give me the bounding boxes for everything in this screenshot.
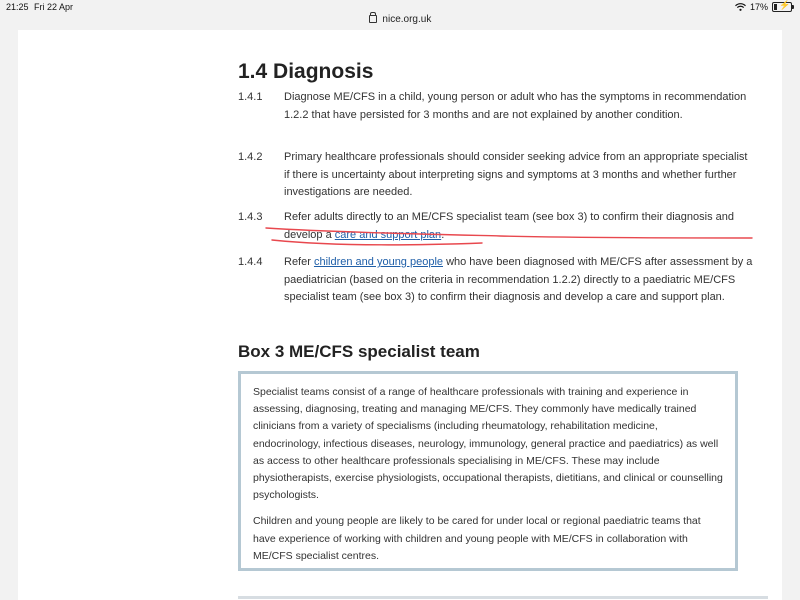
rec-text-4-lead: Refer [284,256,314,268]
rec-text-1: Diagnose ME/CFS in a child, young person or adult who has the symptoms in recommendation 1.2.2 that have persisted for 3 months and are not explained by another condition. [284,91,747,121]
box-paragraph-2: Children and young people are likely to be cared for under local or regional paediatric teams that have experience of working with children and young people with ME/CFS in collaboration with ME/CFS specialist centres. [253,515,701,562]
battery-percent: 17% [749,2,768,12]
rec-text-3-tail: . [441,228,445,241]
section-title: 1.4 Diagnosis [238,60,374,83]
rec-number-4: 1.4.4 [238,256,263,268]
box-title: Box 3 ME/CFS specialist team [238,342,480,361]
children-and-young-people-link[interactable]: children and young people [313,256,444,268]
rec-text-4-tail: who have been diagnosed with ME/CFS after assessment by a paediatrician (based on the criteria in recommendation 1.2.2) directly to a paediatric ME/CFS specialist team (see box 3) to confirm their diagnosis and develop a care and support plan. [284,256,753,303]
charging-bolt-icon: ⚡ [779,0,791,10]
rec-number-2: 1.4.2 [238,151,263,163]
status-time: 21:25 [6,2,29,12]
box-paragraph-1: Specialist teams consist of a range of healthcare professionals with training and experience in assessing, diagnosing, treating and managing ME/CFS. They commonly have medically trained clinicians from a variety of specialisms (including rheumatology, rehabilitation medicine, endocrinology, infectious diseases, neurology, immunology, general practice and paediatrics) as well as access to other healthcare professionals specialising in ME/CFS. These may include physiotherapists, exercise physiologists, occupational therapists, dietitians, and clinical or counselling psychologists. [253,386,723,502]
rec-number-1: 1.4.1 [238,91,263,103]
care-and-support-plan-link[interactable]: care and support plan [334,228,442,241]
rec-text-2: Primary healthcare professionals should consider seeking advice from an appropriate specialist if there is uncertainty about interpreting signs and symptoms at 3 months and whether further investigations are needed. [284,151,748,198]
status-date: Fri 22 Apr [34,2,74,12]
rec-text-3-lead: Refer adults directly to an ME/CFS specialist team (see box 3) to confirm their diagnosis and develop a [284,211,734,241]
rec-number-3: 1.4.3 [238,211,263,223]
url-domain[interactable]: nice.org.uk [382,14,432,25]
